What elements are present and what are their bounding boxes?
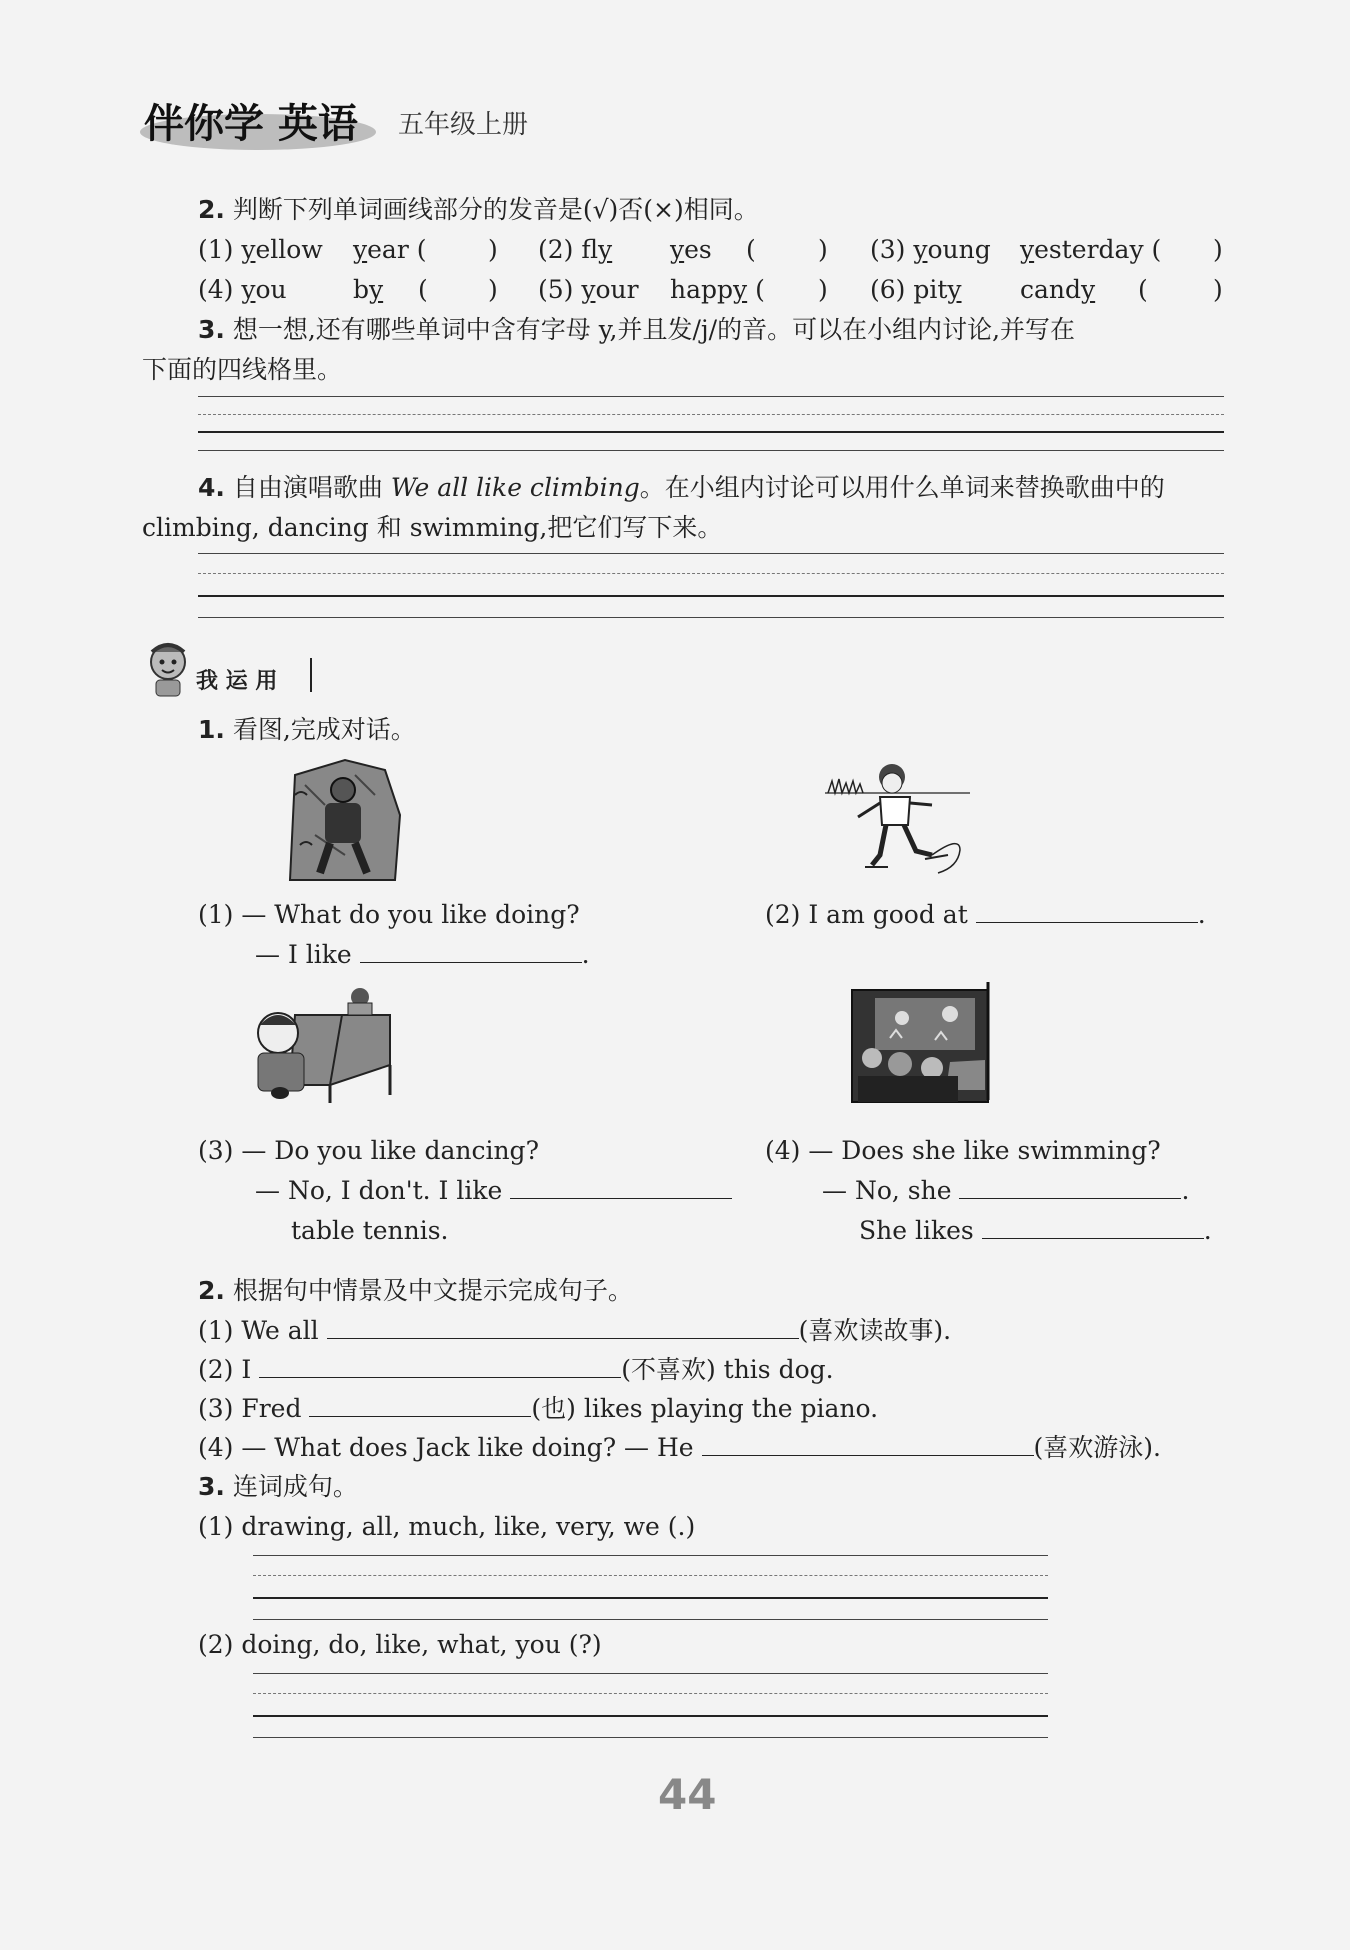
use2-sentence-3: (3) Fred (也) likes playing the piano. — [198, 1394, 879, 1423]
use3-writing-lines-2[interactable] — [253, 1673, 1048, 1739]
movie-theater-picture — [850, 980, 992, 1105]
q4-line-1: 4. 自由演唱歌曲 We all like climbing。在小组内讨论可以用什么单词来替换歌曲中的 — [198, 473, 1165, 502]
q2-row-1: (1) yellow year ( ) (2) fly yes ( ) (3) young yesterday ( ) — [198, 235, 1223, 264]
dialog-1-question: (1) — What do you like doing? — [198, 900, 580, 929]
use3-title: 3. 连词成句。 — [198, 1472, 358, 1501]
rock-climbing-picture — [285, 755, 405, 885]
use3-writing-lines-1[interactable] — [253, 1555, 1048, 1621]
q3-writing-lines[interactable] — [198, 396, 1224, 442]
use3-sentence-1: (1) drawing, all, much, like, very, we (.) — [198, 1512, 696, 1541]
use2-sentence-4: (4) — What does Jack like doing? — He (喜欢游泳). — [198, 1433, 1162, 1462]
brand-logo — [140, 92, 358, 149]
q4-line-2: climbing, dancing 和 swimming,把它们写下来。 — [142, 513, 723, 542]
ice-skating-picture — [820, 755, 970, 875]
dialog-4-answer-cont: She likes . — [859, 1216, 1212, 1245]
use2-sentence-1: (1) We all (喜欢读故事). — [198, 1316, 952, 1345]
dialog-3-answer-cont: table tennis. — [291, 1216, 449, 1245]
girl-mascot-icon — [142, 640, 198, 700]
dialog-4-question: (4) — Does she like swimming? — [765, 1136, 1161, 1165]
table-tennis-picture — [250, 985, 395, 1103]
use2-title: 2. 根据句中情景及中文提示完成句子。 — [198, 1276, 633, 1305]
q2-title: 2. 判断下列单词画线部分的发音是(√)否(×)相同。 — [198, 195, 759, 224]
use1-title: 1. 看图,完成对话。 — [198, 715, 416, 744]
q2-row-2: (4) you by ( ) (5) your happy ( ) (6) pity candy ( ) — [198, 275, 1223, 304]
section-divider — [310, 658, 312, 692]
section-title: 我 运 用 — [196, 669, 278, 694]
dialog-1-answer: — I like . — [255, 940, 590, 969]
dialog-4-answer: — No, she . — [822, 1176, 1190, 1205]
section-header — [142, 640, 322, 700]
grade-label: 五年级上册 — [398, 110, 529, 140]
use2-sentence-2: (2) I (不喜欢) this dog. — [198, 1355, 834, 1384]
q4-writing-lines[interactable] — [198, 553, 1224, 619]
dialog-3-question: (3) — Do you like dancing? — [198, 1136, 539, 1165]
use3-sentence-2: (2) doing, do, like, what, you (?) — [198, 1630, 602, 1659]
dialog-3-answer: — No, I don't. I like — [255, 1174, 732, 1208]
brand-title: 伴你学 英语 — [144, 101, 358, 147]
dialog-2: (2) I am good at . — [765, 900, 1206, 929]
page-number: 44 — [658, 1770, 717, 1819]
q3-line-2: 下面的四线格里。 — [142, 355, 343, 384]
q3-line-1: 3. 想一想,还有哪些单词中含有字母 y,并且发/j/的音。可以在小组内讨论,并写在 — [198, 315, 1076, 344]
